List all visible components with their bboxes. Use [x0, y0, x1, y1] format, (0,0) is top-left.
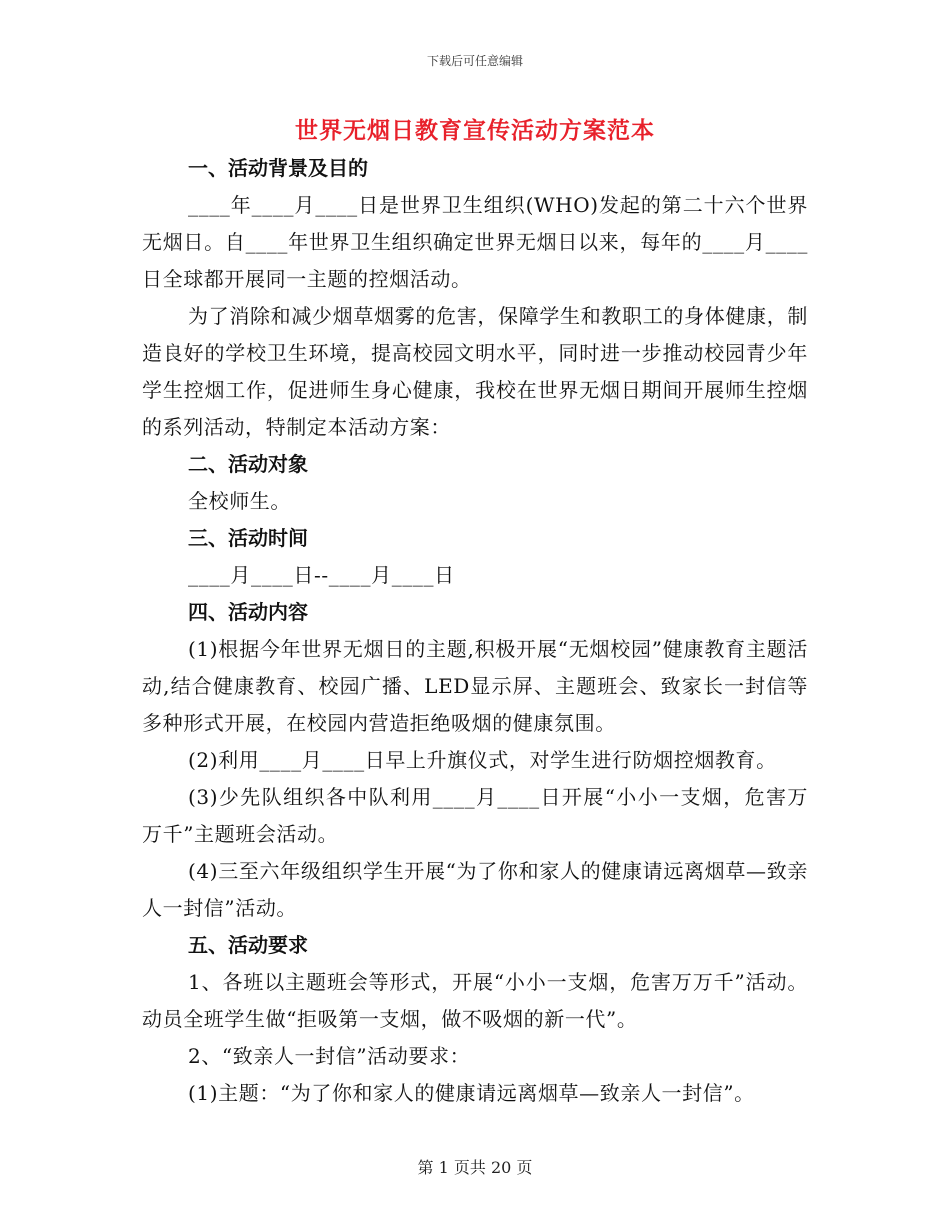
paragraph-content-3: (3)少先队组织各中队利用____月____日开展“小小一支烟，危害万万千”主题班会活动。: [142, 785, 808, 846]
section-heading-background: 一、活动背景及目的: [188, 156, 368, 180]
paragraph-content-4: (4)三至六年级组织学生开展“为了你和家人的健康请远离烟草—致亲人一封信”活动。: [142, 859, 808, 920]
document-title: 世界无烟日教育宣传活动方案范本: [295, 117, 655, 144]
paragraph-time: ____月____日--____月____日: [188, 563, 455, 587]
paragraph-content-2: (2)利用____月____日早上升旗仪式，对学生进行防烟控烟教育。: [188, 748, 777, 772]
paragraph-requirements-1: 1、各班以主题班会等形式，开展“小小一支烟，危害万万千”活动。动员全班学生做“拒吸第一支烟，做不吸烟的新一代”。: [142, 970, 808, 1031]
paragraph-requirements-2: 2、“致亲人一封信”活动要求：: [188, 1044, 471, 1068]
document-body: [142, 150, 808, 1112]
section-heading-content: 四、活动内容: [188, 600, 308, 624]
page-footer: 第 1 页共 20 页: [417, 1158, 533, 1177]
section-heading-time: 三、活动时间: [188, 526, 308, 550]
paragraph-background-2: 为了消除和减少烟草烟雾的危害，保障学生和教职工的身体健康，制造良好的学校卫生环境，提高校园文明水平，同时进一步推动校园青少年学生控烟工作，促进师生身心健康，我校在世界无烟日期间开展师生控烟的系列活动，特制定本活动方案：: [142, 304, 808, 439]
paragraph-content-1: (1)根据今年世界无烟日的主题,积极开展“无烟校园”健康教育主题活动,结合健康教育、校园广播、LED显示屏、主题班会、致家长一封信等多种形式开展，在校园内营造拒绝吸烟的健康氛围。: [142, 637, 808, 735]
section-heading-target: 二、活动对象: [188, 452, 308, 476]
header-note: 下载后可任意编辑: [426, 54, 523, 68]
paragraph-requirements-3: (1)主题：“为了你和家人的健康请远离烟草—致亲人一封信”。: [188, 1081, 755, 1105]
paragraph-background-1: ____年____月____日是世界卫生组织(WHO)发起的第二十六个世界无烟日。自____年世界卫生组织确定世界无烟日以来，每年的____月____日全球都开展同一主题的控烟活动。: [142, 193, 808, 291]
paragraph-target: 全校师生。: [188, 489, 291, 513]
section-heading-requirements: 五、活动要求: [188, 933, 308, 957]
